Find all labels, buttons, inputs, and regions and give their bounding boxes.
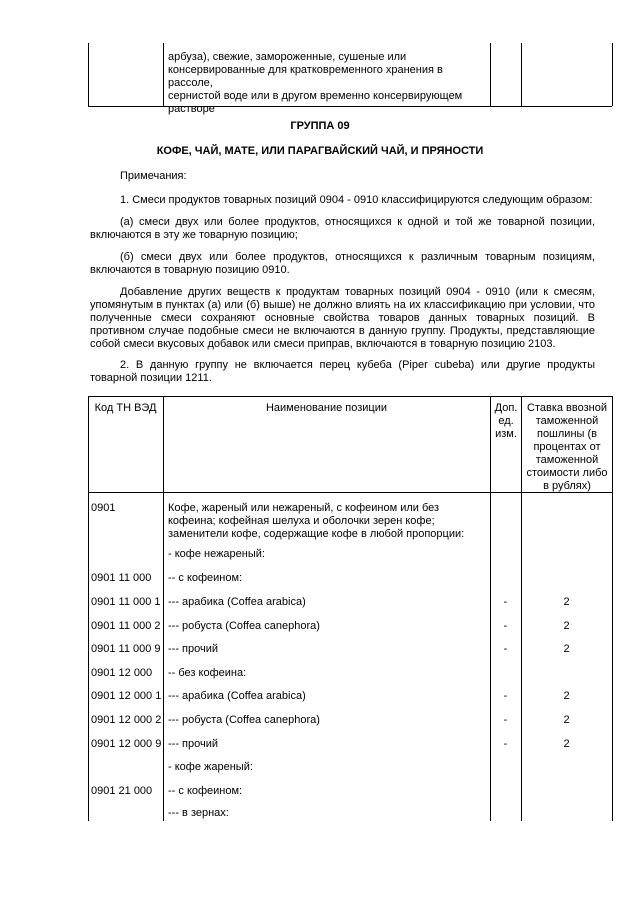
table-row-name: -- без кофеина: (168, 667, 247, 679)
note-1: 1. Смеси продуктов товарных позиций 0904 - 0910 классифицируются следующим образом: (120, 194, 593, 206)
table-row-code: 0901 11 000 9 (91, 643, 161, 655)
table-row-name: --- арабика (Coffea arabica) (168, 690, 306, 702)
table-row-name: - кофе жареный: (168, 761, 253, 773)
table-row-name: --- робуста (Coffea canephora) (168, 620, 320, 632)
table-row-unit: - (503, 714, 508, 726)
table-row-name: Кофе, жареный или нежареный, с кофеином или без кофеина; кофейная шелуха и оболочки зерен кофе; заменители кофе, содержащие кофе в любой пропорции: (168, 502, 465, 540)
header-code: Код ТН ВЭД (94, 402, 157, 414)
header-name: Наименование позиции (265, 402, 388, 414)
table-row-name: --- в зернах: (168, 807, 229, 819)
table-row-name: --- прочий (168, 738, 219, 750)
table-row-code: 0901 12 000 1 (91, 690, 162, 702)
notes-heading: Примечания: (120, 170, 187, 182)
table-row-code: 0901 11 000 2 (91, 620, 161, 632)
table-row-code: 0901 11 000 (91, 572, 152, 584)
table-row-rate: 2 (563, 714, 570, 726)
table-row-name: --- робуста (Coffea canephora) (168, 714, 320, 726)
group-subtitle: КОФЕ, ЧАЙ, МАТЕ, ИЛИ ПАРАГВАЙСКИЙ ЧАЙ, И ПРЯНОСТИ (156, 145, 484, 157)
table-row-code: 0901 12 000 2 (91, 714, 162, 726)
table-row-code: 0901 12 000 (91, 667, 153, 679)
table-row-code: 0901 21 000 (91, 785, 153, 797)
note-1a: (а) смеси двух или более продуктов, относящихся к одной и той же товарной позиции, включаются в эту же товарную позицию; (90, 216, 595, 241)
header-rate: Ставка ввозной таможенной пошлины (в процентах от таможенной стоимости либо в рублях) (526, 402, 608, 492)
table-row-rate: 2 (563, 690, 570, 702)
fragment-line: арбуза), свежие, замороженные, сушеные или (168, 51, 407, 63)
table-row-rate: 2 (563, 738, 570, 750)
fragment-line: консервированные для кратковременного хранения в рассоле, (168, 64, 443, 89)
table-row-rate: 2 (563, 643, 570, 655)
table-row-unit: - (503, 643, 508, 655)
note-1b: (б) смеси двух или более продуктов, относящихся к различным товарным позициям, включаются в товарную позицию 0910. (90, 251, 595, 276)
table-row-name: -- с кофеином: (168, 572, 243, 584)
table-row-unit: - (503, 690, 508, 702)
table-row-name: --- арабика (Coffea arabica) (168, 596, 306, 608)
note-2: 2. В данную группу не включается перец кубеба (Piper cubeba) или другие продукты товарной позиции 1211. (90, 359, 595, 384)
table-row-name: -- с кофеином: (168, 785, 243, 797)
table-row-unit: - (503, 738, 508, 750)
table-row-rate: 2 (563, 596, 570, 608)
group-title: ГРУППА 09 (290, 120, 350, 132)
table-row-code: 0901 11 000 1 (91, 596, 161, 608)
table-row-code: 0901 12 000 9 (91, 738, 162, 750)
top-fragment-text (168, 51, 488, 116)
table-row-name: --- прочий (168, 643, 219, 655)
table-row-name: - кофе нежареный: (168, 548, 265, 560)
fragment-line: сернистой воде или в другом временно консервирующем (168, 90, 463, 102)
header-unit: Доп. ед. изм. (494, 402, 518, 440)
table-row-unit: - (503, 620, 508, 632)
table-row-code: 0901 (91, 502, 116, 514)
table-row-rate: 2 (563, 620, 570, 632)
note-additions: Добавление других веществ к продуктам товарных позиций 0904 - 0910 (или к смесям, упомянутым в пунктах (а) или (б) выше) не должно влиять на их классификацию при условии, что полученные смеси сохраняют основные свойства товаров данных товарных позиций. В противном случае подобные смеси не включаются в данную группу. Продукты, представляющие собой смеси вкусовых добавок или смеси приправ, включаются в товарную позицию 2103. (90, 286, 595, 350)
table-row-unit: - (503, 596, 508, 608)
fragment-line: растворе (168, 103, 215, 115)
